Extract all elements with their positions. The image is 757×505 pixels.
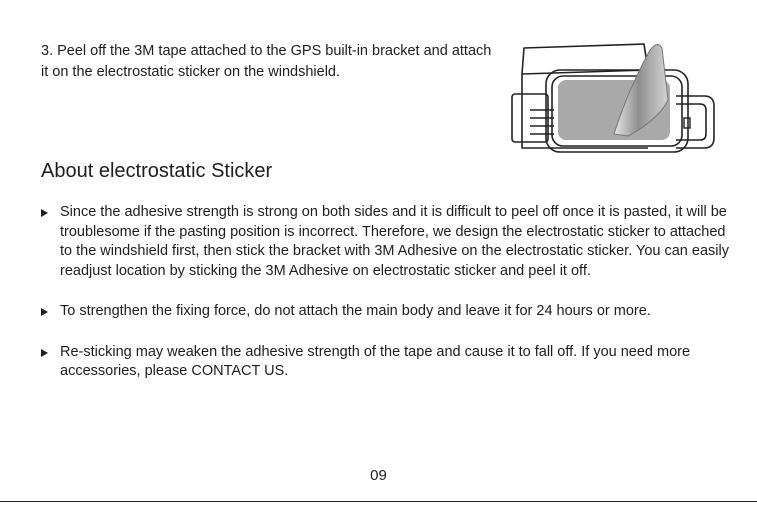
footer-divider: [0, 501, 757, 502]
triangle-bullet-icon: [41, 308, 48, 316]
page-number: 09: [370, 467, 387, 484]
step-instruction: 3. Peel off the 3M tape attached to the GPS built-in bracket and attach it on the electrostatic sticker on the windshield.: [41, 43, 492, 80]
section-title: About electrostatic Sticker: [41, 160, 273, 182]
gps-bracket-peel-illustration: [508, 40, 722, 160]
bullet-list: [41, 203, 731, 382]
bullet-text: To strengthen the fixing force, do not attach the main body and leave it for 24 hours or more.: [60, 303, 651, 319]
bullet-item: [41, 343, 731, 382]
bullet-text: Since the adhesive strength is strong on both sides and it is difficult to peel off once it is pasted, it will be troublesome if the pasting position is incorrect. Therefore, we design the electrostatic sticker to attached to the windshield first, then stick the bracket with 3M Adhesive on the electrostatic sticker. You can easily readjust location by sticking the 3M Adhesive on electrostatic sticker and peel it off.: [60, 204, 729, 279]
triangle-bullet-icon: [41, 349, 48, 357]
bullet-item: [41, 203, 731, 281]
bullet-item: [41, 302, 731, 322]
bullet-text: Re-sticking may weaken the adhesive strength of the tape and cause it to fall off. If you need more accessories, please CONTACT US.: [60, 343, 691, 379]
triangle-bullet-icon: [41, 209, 48, 217]
